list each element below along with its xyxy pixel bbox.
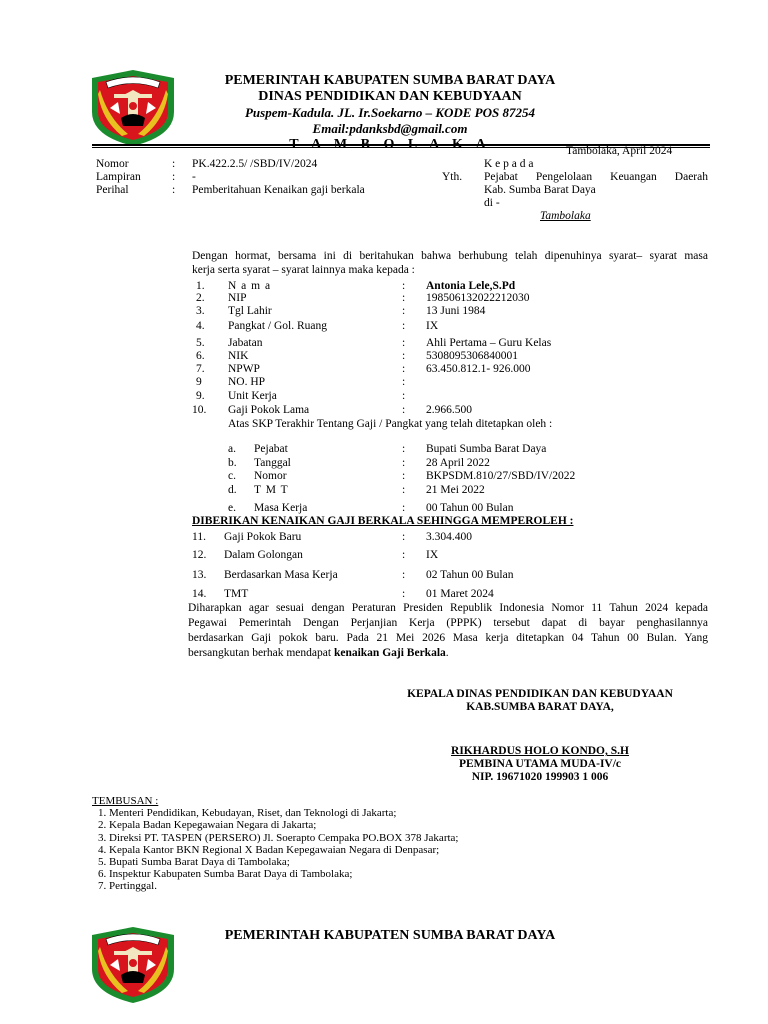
letterhead-government: PEMERINTAH KABUPATEN SUMBA BARAT DAYA xyxy=(224,73,556,88)
new-field-num: 14. xyxy=(192,588,207,600)
kepada-label: K e p a d a xyxy=(484,158,534,170)
signatory-nip: NIP. 19671020 199903 1 006 xyxy=(471,771,609,783)
field-value: 13 Juni 1984 xyxy=(426,305,486,317)
field-num: 5. xyxy=(196,337,205,349)
yth-label: Yth. xyxy=(442,171,463,183)
intro-line2: kerja serta syarat – syarat lainnya maka kepada : xyxy=(192,264,415,276)
field-label: Pangkat / Gol. Ruang xyxy=(228,320,328,332)
skp-colon: : xyxy=(402,502,406,514)
letterhead-city: T A M B O L A K A xyxy=(289,137,491,152)
skp-label: Pejabat xyxy=(254,443,288,455)
skp-label: T M T xyxy=(254,484,289,496)
field-num: 6. xyxy=(196,350,205,362)
new-field-value: IX xyxy=(426,549,439,561)
field-num: 10. xyxy=(192,404,207,416)
footer-letterhead xyxy=(160,928,620,944)
field-num: 9 xyxy=(196,376,202,388)
skp-colon: : xyxy=(402,443,406,455)
recipient-line3: di - xyxy=(484,197,500,209)
closing-text: bersangkutan berhak mendapat xyxy=(188,647,334,659)
skp-value: 28 April 2022 xyxy=(426,457,490,469)
skp-intro: Atas SKP Terakhir Tentang Gaji / Pangkat yang telah ditetapkan oleh : xyxy=(228,418,553,430)
field-num: 4. xyxy=(196,320,205,332)
skp-value: 00 Tahun 00 Bulan xyxy=(426,502,514,514)
new-field-value: 01 Maret 2024 xyxy=(426,588,494,600)
tembusan-item: 5. Bupati Sumba Barat Daya di Tambolaka; xyxy=(98,856,290,869)
new-field-num: 12. xyxy=(192,549,207,561)
closing-line3: berdasarkan Gaji pokok baru. Pada 21 Mei 2026 Masa kerja ditetapkan 04 Tahun 00 Bulan. Yang xyxy=(188,632,708,644)
letterhead-address: Puspem-Kadula. JL. Ir.Soekarno – KODE POS 87254 xyxy=(244,105,535,120)
closing-line1: Diharapkan agar sesuai dengan Peraturan Presiden Republik Indonesia Nomor 11 Tahun 2024 kepada xyxy=(188,602,708,614)
field-label: Jabatan xyxy=(228,337,263,349)
signatory-rank: PEMBINA UTAMA MUDA-IV/c xyxy=(458,758,622,770)
nomor-colon: : xyxy=(172,158,176,170)
field-value: 198506132022212030 xyxy=(426,292,530,304)
skp-value: BKPSDM.810/27/SBD/IV/2022 xyxy=(426,470,576,482)
signatory-title2: KAB.SUMBA BARAT DAYA, xyxy=(466,701,614,713)
field-label: NIP xyxy=(228,292,247,304)
field-num: 7. xyxy=(196,363,205,375)
perihal-colon: : xyxy=(172,184,176,196)
field-value: 63.450.812.1- 926.000 xyxy=(426,363,531,375)
field-colon: : xyxy=(402,404,406,416)
skp-colon: : xyxy=(402,470,406,482)
signatory-name: RIKHARDUS HOLO KONDO, S.H xyxy=(451,745,629,757)
new-field-value: 3.304.400 xyxy=(426,531,472,543)
letterhead-email: Email:pdanksbd@gmail.com xyxy=(312,121,468,136)
closing-line4 xyxy=(188,647,449,659)
skp-label: Nomor xyxy=(254,470,287,482)
skp-value: Bupati Sumba Barat Daya xyxy=(426,443,547,455)
closing-emphasis: kenaikan Gaji Berkala xyxy=(333,647,446,659)
skp-label: Tanggal xyxy=(254,457,291,469)
skp-num: b. xyxy=(228,457,237,469)
recipient-line1: Pejabat Pengelolaan Keuangan Daerah xyxy=(484,171,708,183)
nomor-label: Nomor xyxy=(96,158,129,170)
tembusan-item: 7. Pertinggal. xyxy=(98,880,157,893)
nomor-value: PK.422.2.5/ /SBD/IV/2024 xyxy=(192,158,318,170)
closing-line2: Pegawai Pemerintah Dengan Perjanjian Kerja (PPPK) tersebut dapat di bayar penghasilannya xyxy=(188,617,708,629)
recipient-line2: Kab. Sumba Barat Daya xyxy=(484,184,596,196)
field-colon: : xyxy=(402,376,406,388)
signatory-title1: KEPALA DINAS PENDIDIKAN DAN KEBUDYAAN xyxy=(407,688,673,700)
new-field-label: Dalam Golongan xyxy=(224,549,303,561)
field-value: IX xyxy=(426,320,439,332)
tembusan-item: 4. Kepala Kantor BKN Regional X Badan Kepegawaian Negara di Denpasar; xyxy=(98,843,440,856)
field-label: Tgl Lahir xyxy=(228,305,272,317)
field-num: 3. xyxy=(196,305,205,317)
perihal-value: Pemberitahuan Kenaikan gaji berkala xyxy=(192,184,365,196)
field-colon: : xyxy=(402,292,406,304)
letter-date: Tambolaka, April 2024 xyxy=(566,145,673,157)
tembusan-item: 6. Inspektur Kabupaten Sumba Barat Daya di Tambolaka; xyxy=(98,868,353,881)
field-value: 5308095306840001 xyxy=(426,350,518,362)
field-label: NPWP xyxy=(228,363,260,375)
new-field-value: 02 Tahun 00 Bulan xyxy=(426,569,514,581)
field-value-name: Antonia Lele,S.Pd xyxy=(426,280,516,292)
field-value: 2.966.500 xyxy=(426,404,472,416)
perihal-label: Perihal xyxy=(96,184,129,196)
tembusan-title: TEMBUSAN : xyxy=(92,795,159,807)
field-colon: : xyxy=(402,280,406,292)
field-label: N a m a xyxy=(228,280,272,292)
skp-label: Masa Kerja xyxy=(254,502,308,514)
field-colon: : xyxy=(402,320,406,332)
footer-letterhead-government: PEMERINTAH KABUPATEN SUMBA BARAT DAYA xyxy=(224,928,556,943)
field-value: Ahli Pertama – Guru Kelas xyxy=(426,337,552,349)
tembusan-item: 1. Menteri Pendidikan, Kebudayan, Riset, dan Teknologi di Jakarta; xyxy=(98,807,397,820)
lampiran-label: Lampiran xyxy=(96,171,141,183)
field-num: 1. xyxy=(196,280,205,292)
intro-line1: Dengan hormat, bersama ini di beritahukan bahwa berhubung telah dipenuhinya syarat– syarat masa xyxy=(192,250,708,262)
field-label: NIK xyxy=(228,350,249,362)
skp-value: 21 Mei 2022 xyxy=(426,484,485,496)
new-field-label: Berdasarkan Masa Kerja xyxy=(224,569,338,581)
skp-num: d. xyxy=(228,484,237,496)
tembusan-list xyxy=(92,795,458,893)
tembusan-item: 3. Direksi PT. TASPEN (PERSERO) Jl. Soerapto Cempaka PO.BOX 378 Jakarta; xyxy=(98,831,459,844)
lampiran-value: - xyxy=(192,171,196,183)
field-colon: : xyxy=(402,337,406,349)
skp-num: c. xyxy=(228,470,236,482)
new-field-label: TMT xyxy=(224,588,249,600)
field-colon: : xyxy=(402,350,406,362)
field-label: NO. HP xyxy=(228,376,266,388)
closing-period: . xyxy=(445,647,449,659)
field-label: Gaji Pokok Lama xyxy=(228,404,310,416)
new-field-colon: : xyxy=(402,588,406,600)
skp-colon: : xyxy=(402,457,406,469)
field-num: 2. xyxy=(196,292,205,304)
new-field-num: 13. xyxy=(192,569,207,581)
lampiran-colon: : xyxy=(172,171,176,183)
field-colon: : xyxy=(402,390,406,402)
new-field-colon: : xyxy=(402,569,406,581)
new-field-colon: : xyxy=(402,549,406,561)
skp-num: a. xyxy=(228,443,236,455)
skp-num: e. xyxy=(228,502,236,514)
new-field-num: 11. xyxy=(192,531,206,543)
diberikan-heading: DIBERIKAN KENAIKAN GAJI BERKALA SEHINGGA MEMPEROLEH : xyxy=(192,515,574,527)
new-field-colon: : xyxy=(402,531,406,543)
new-field-label: Gaji Pokok Baru xyxy=(224,531,302,543)
field-label: Unit Kerja xyxy=(228,390,277,402)
field-colon: : xyxy=(402,305,406,317)
tembusan-item: 2. Kepala Badan Kepegawaian Negara di Jakarta; xyxy=(98,819,317,832)
field-colon: : xyxy=(402,363,406,375)
letterhead-office: DINAS PENDIDIKAN DAN KEBUDYAAN xyxy=(258,89,522,104)
letterhead xyxy=(160,73,620,153)
field-num: 9. xyxy=(196,390,205,402)
recipient-city: Tambolaka xyxy=(540,210,591,222)
skp-colon: : xyxy=(402,484,406,496)
